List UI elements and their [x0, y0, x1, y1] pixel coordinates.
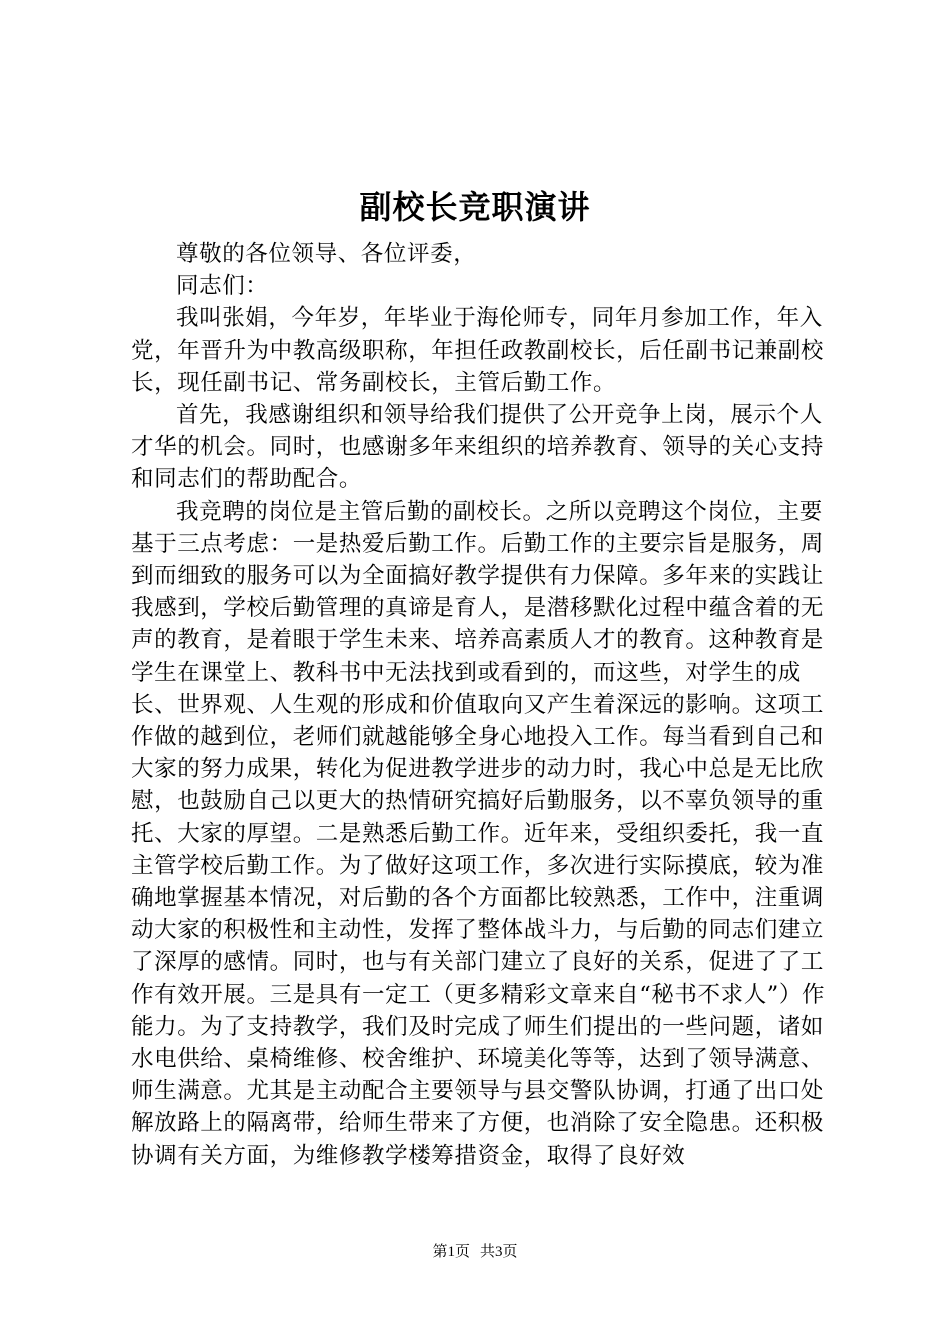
- salutation-line: 同志们：: [176, 273, 269, 300]
- document-body: [131, 238, 831, 1172]
- page-number: 第1页: [432, 1244, 470, 1260]
- body-paragraph: 首先，我感谢组织和领导给我们提供了公开竞争上岗，展示个人才华的机会。同时，也感谢多年来组织的培养教育、领导的关心支持和同志们的帮助配合。: [131, 402, 825, 493]
- body-paragraph: 我竞聘的岗位是主管后勤的副校长。之所以竞聘这个岗位，主要基于三点考虑：一是热爱后勤工作。后勤工作的主要宗旨是服务，周到而细致的服务可以为全面搞好教学提供有力保障。多年来的实践让我感到，学校后勤管理的真谛是育人，是潜移默化过程中蕴含着的无声的教育，是着眼于学生未来、培养高素质人才的教育。这种教育是学生在课堂上、教科书中无法找到或看到的，而这些，对学生的成长、世界观、人生观的形成和价值取向又产生着深远的影响。这项工作做的越到位，老师们就越能够全身心地投入工作。每当看到自己和大家的努力成果，转化为促进教学进步的动力时，我心中总是无比欣慰，也鼓励自己以更大的热情研究搞好后勤服务，以不辜负领导的重托、大家的厚望。二是熟悉后勤工作。近年来，受组织委托，我一直主管学校后勤工作。为了做好这项工作，多次进行实际摸底，较为准确地掌握基本情况，对后勤的各个方面都比较熟悉，工作中，注重调动大家的积极性和主动性，发挥了整体战斗力，与后勤的同志们建立了深厚的感情。同时，也与有关部门建立了良好的关系，促进了了工作有效开展。三是具有一定工（更多精彩文章来自“秘书不求人”）作能力。为了支持教学，我们及时完成了师生们提出的一些问题，诸如水电供给、桌椅维修、校舍维护、环境美化等等，达到了领导满意、师生满意。尤其是主动配合主要领导与县交警队协调，打通了出口处解放路上的隔离带，给师生带来了方便，也消除了安全隐患。还积极协调有关方面，为维修教学楼筹措资金，取得了良好效: [131, 498, 826, 1169]
- body-paragraph: 我叫张娟，今年岁，年毕业于海伦师专，同年月参加工作，年入党，年晋升为中教高级职称，年担任政教副校长，后任副书记兼副校长，现任副书记、常务副校长，主管后勤工作。: [131, 305, 825, 396]
- salutation-line: 尊敬的各位领导、各位评委，: [176, 241, 477, 267]
- page-footer: [0, 1242, 950, 1262]
- document-title: 副校长竞职演讲: [359, 188, 591, 226]
- page-total: 共3页: [480, 1244, 518, 1260]
